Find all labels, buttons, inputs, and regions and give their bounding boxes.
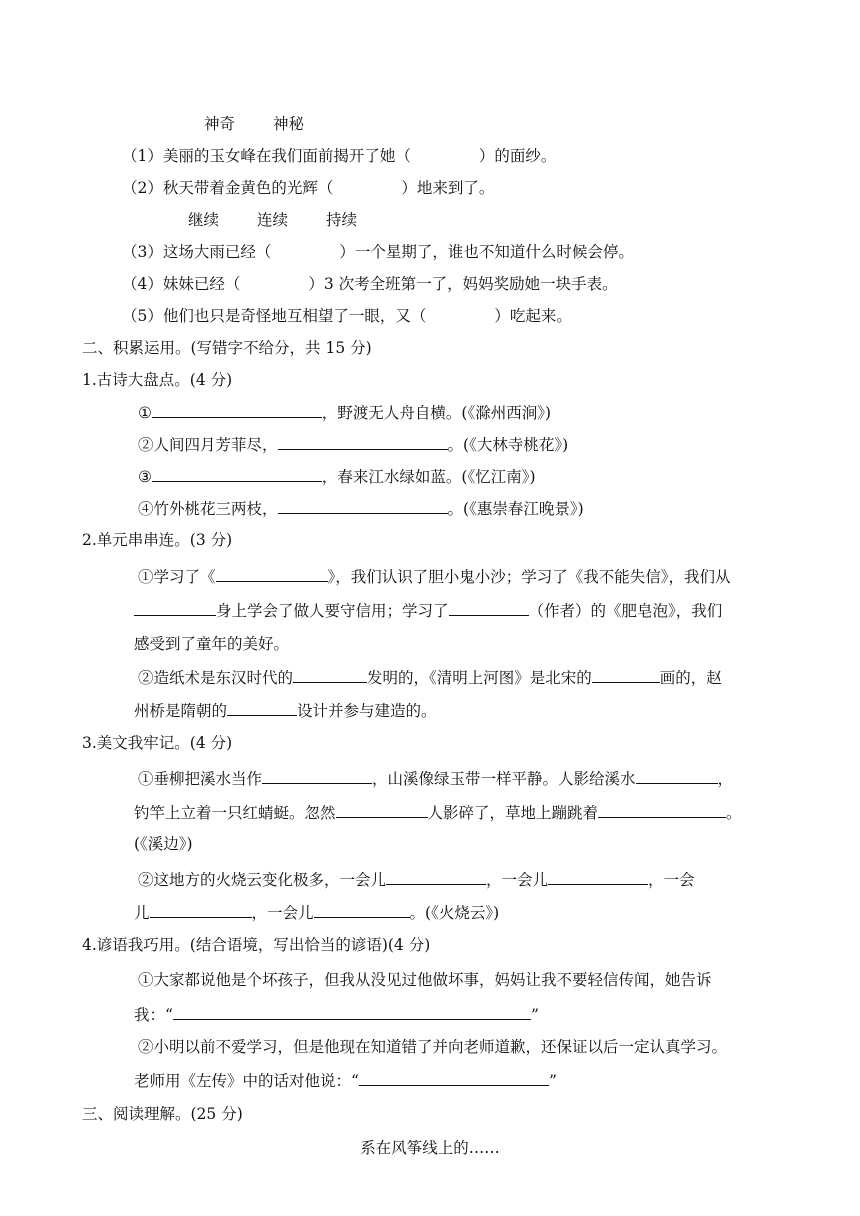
item-text: ，一会儿 bbox=[251, 904, 314, 922]
item-text: 画的，赵 bbox=[659, 669, 722, 687]
item-text: ，山溪像绿玉带一样平静。人影给溪水 bbox=[372, 770, 636, 788]
section-2-title: 二、积累运用。(写错字不给分，共 15 分) bbox=[82, 339, 372, 357]
article-title: 系在风筝线上的…… bbox=[360, 1139, 500, 1157]
item-text: 州桥是隋朝的 bbox=[134, 702, 228, 720]
item-text: 》，我们认识了胆小鬼小沙；学习了《我不能失信》，我们从 bbox=[327, 568, 731, 586]
poem-item-2 bbox=[138, 434, 568, 455]
answer-blank[interactable] bbox=[548, 869, 648, 885]
item-text: ②造纸术是东汉时代的 bbox=[138, 669, 294, 687]
answer-blank[interactable] bbox=[150, 902, 252, 918]
part-4-line-a: ①大家都说他是个坏孩子，但我从没见过他做坏事，妈妈让我不要轻信传闻，她告诉 bbox=[138, 971, 712, 989]
answer-blank[interactable] bbox=[134, 600, 216, 616]
item-text: ③ bbox=[138, 468, 152, 486]
word-option: 持续 bbox=[326, 211, 358, 229]
answer-blank[interactable] bbox=[592, 667, 660, 683]
question-text: ）3 次考全班第一了，妈妈奖励她一块手表。 bbox=[308, 275, 618, 293]
question-text: ）的面纱。 bbox=[478, 147, 557, 165]
item-text: ①垂柳把溪水当作 bbox=[138, 770, 263, 788]
part-3-line-e bbox=[134, 902, 499, 923]
item-text: 设计并参与建造的。 bbox=[297, 702, 437, 720]
item-text: ， bbox=[717, 770, 734, 788]
part-3-line-c: (《溪边》) bbox=[134, 835, 193, 853]
item-text: ，春来江水绿如蓝。(《忆江南》) bbox=[321, 468, 536, 486]
question-text: （4）妹妹已经（ bbox=[122, 275, 241, 293]
answer-blank[interactable] bbox=[314, 902, 410, 918]
item-text: 儿 bbox=[134, 904, 150, 922]
part-4-line-b bbox=[134, 1004, 539, 1025]
question-text: ）一个星期了，谁也不知道什么时候会停。 bbox=[339, 243, 634, 261]
answer-blank[interactable] bbox=[262, 768, 372, 784]
part-2-line-c: 感受到了童年的美好。 bbox=[134, 635, 290, 653]
item-text: 。(《火烧云》) bbox=[409, 904, 500, 922]
item-text: 人影碎了，草地上蹦跳着 bbox=[427, 804, 599, 822]
part-3-line-d bbox=[138, 869, 695, 890]
question-3 bbox=[122, 242, 634, 262]
item-text: 身上学会了做人要守信用；学习了 bbox=[216, 602, 449, 620]
question-1 bbox=[122, 146, 556, 166]
poem-item-1 bbox=[138, 402, 551, 423]
answer-blank[interactable] bbox=[227, 700, 297, 716]
part-2-line-d bbox=[138, 667, 722, 688]
answer-blank[interactable] bbox=[598, 802, 726, 818]
answer-blank[interactable] bbox=[152, 466, 322, 482]
part-4-line-c: ②小明以前不爱学习，但是他现在知道错了并向老师道歉，还保证以后一定认真学习。 bbox=[138, 1038, 728, 1056]
poem-item-4 bbox=[138, 498, 584, 519]
question-text: ）吃起来。 bbox=[494, 307, 572, 325]
part-2-line-b bbox=[134, 600, 722, 621]
item-text: 钓竿上立着一只红蜻蜓。忽然 bbox=[134, 804, 336, 822]
word-option: 神秘 bbox=[273, 115, 305, 133]
answer-blank[interactable] bbox=[293, 667, 367, 683]
question-text: （1）美丽的玉女峰在我们面前揭开了她（ bbox=[122, 147, 411, 165]
item-text: ，一会 bbox=[648, 871, 695, 889]
part-3-line-b bbox=[134, 802, 742, 823]
part-4-title: 4.谚语我巧用。(结合语境，写出恰当的谚语)(4 分) bbox=[82, 936, 431, 954]
item-text: ” bbox=[530, 1006, 539, 1024]
answer-blank[interactable] bbox=[216, 566, 328, 582]
part-2-line-a bbox=[138, 566, 731, 587]
answer-blank[interactable] bbox=[449, 600, 529, 616]
question-text: （5）他们也只是奇怪地互相望了一眼，又（ bbox=[122, 307, 427, 325]
question-text: （3）这场大雨已经（ bbox=[122, 243, 272, 261]
item-text: （作者）的《肥皂泡》，我们 bbox=[528, 602, 723, 620]
section-3-title: 三、阅读理解。(25 分) bbox=[82, 1105, 243, 1123]
word-option: 继续 bbox=[188, 211, 220, 229]
item-text: 。(《大林寺桃花》) bbox=[447, 436, 569, 454]
item-text: 。(《惠崇春江晚景》) bbox=[447, 500, 584, 518]
answer-blank[interactable] bbox=[359, 1070, 549, 1086]
question-2 bbox=[122, 178, 494, 198]
word-bank-1 bbox=[204, 114, 342, 134]
item-text: ，一会儿 bbox=[486, 871, 549, 889]
item-text: 我：“ bbox=[134, 1006, 173, 1024]
question-5 bbox=[122, 306, 572, 326]
answer-blank[interactable] bbox=[152, 402, 322, 418]
part-2-title: 2.单元串串连。(3 分) bbox=[82, 531, 233, 549]
question-text: （2）秋天带着金黄色的光辉（ bbox=[122, 179, 334, 197]
item-text: ②人间四月芳菲尽， bbox=[138, 436, 278, 454]
part-3-title: 3.美文我牢记。(4 分) bbox=[82, 734, 233, 752]
item-text: ” bbox=[548, 1072, 557, 1090]
item-text: ，野渡无人舟自横。(《滁州西涧》) bbox=[321, 404, 552, 422]
word-option: 连续 bbox=[257, 211, 289, 229]
item-text: 老师用《左传》中的话对他说：“ bbox=[134, 1072, 359, 1090]
answer-blank[interactable] bbox=[278, 498, 448, 514]
part-1-title: 1.古诗大盘点。(4 分) bbox=[82, 371, 233, 389]
part-2-line-e bbox=[134, 700, 437, 721]
answer-blank[interactable] bbox=[336, 802, 428, 818]
answer-blank[interactable] bbox=[636, 768, 718, 784]
question-text: ）地来到了。 bbox=[401, 179, 495, 197]
item-text: 发明的，《清明上河图》是北宋的 bbox=[367, 669, 592, 687]
item-text: ①学习了《 bbox=[138, 568, 216, 586]
item-text: ②这地方的火烧云变化极多，一会儿 bbox=[138, 871, 387, 889]
item-text: ④竹外桃花三两枝， bbox=[138, 500, 278, 518]
answer-blank[interactable] bbox=[278, 434, 448, 450]
part-3-line-a bbox=[138, 768, 733, 789]
answer-blank[interactable] bbox=[173, 1004, 531, 1020]
poem-item-3 bbox=[138, 466, 536, 487]
answer-blank[interactable] bbox=[386, 869, 486, 885]
word-option: 神奇 bbox=[204, 115, 236, 133]
word-bank-2 bbox=[188, 210, 395, 230]
item-text: 。 bbox=[726, 804, 742, 822]
item-text: ① bbox=[138, 404, 152, 422]
part-4-line-d bbox=[134, 1070, 557, 1091]
question-4 bbox=[122, 274, 618, 294]
